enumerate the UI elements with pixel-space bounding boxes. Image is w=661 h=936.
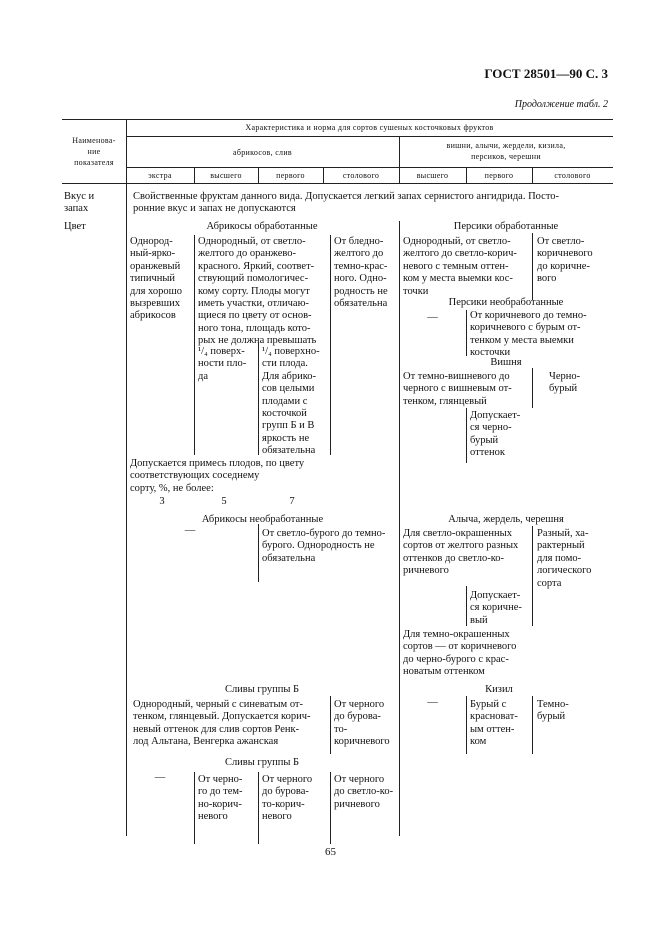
body-divider-b [258, 343, 259, 455]
body-divider-a [194, 235, 195, 455]
apricots-processed-table: От бледно- желтого до темно-крас- ного. Одно- родность не обязательна [334, 236, 388, 310]
cornel-table: Темно- бурый [537, 699, 569, 723]
peaches-unprocessed-title: Персики необработанные [448, 297, 564, 308]
apricots-unprocessed-title: Абрикосы необработанные [201, 514, 324, 525]
apricots-processed-first-quarter: ¹/₄ поверхно- сти плода. Для абрико- сов целыми плодами с косточкой групп Б и В яркость не обязательна [262, 346, 320, 457]
header-top-rule [62, 119, 613, 120]
apricots-processed-title: Абрикосы обработанные [206, 221, 318, 232]
header-group-other: вишни, алычи, жердели, кизила, персиков, черешни [446, 141, 566, 161]
grade-extra: экстра [148, 171, 172, 180]
cherry-first: Допускает- ся черно- бурый оттенок [470, 410, 521, 459]
apricots-processed-high-quarter: ¹/₄ поверх- ности пло- да [198, 346, 247, 382]
admix-value-high: 5 [221, 496, 227, 507]
grade-first-1: первого [276, 171, 305, 180]
taste-description: Свойственные фруктам данного вида. Допускается легкий запах сернистого ангидрида. Посто- ронние вкус и запах не допускаются [133, 191, 560, 215]
body-divider-l [466, 408, 467, 463]
plums-b-unprocessed-table: От черного до светло-ко- ричневого [334, 774, 394, 810]
plum-group-dark: Для темно-окрашенных сортов — от коричневого до черно-бурого с крас- новатым оттенком [403, 629, 517, 678]
header-main-title: Характеристика и норма для сортов сушеных косточковых фруктов [245, 123, 494, 132]
body-divider-g [258, 772, 259, 844]
table-continuation-label: Продолжение табл. 2 [514, 99, 608, 110]
plums-b-unprocessed-extra: — [154, 772, 166, 783]
body-divider-h [330, 772, 331, 844]
apricots-processed-extra: Однород- ный-ярко- оранжевый типичный для хорошо вызревших абрикосов [130, 236, 182, 322]
peaches-processed-title: Персики обработанные [453, 221, 559, 232]
body-divider-m [532, 526, 533, 626]
body-divider-c [330, 235, 331, 455]
cherry-table: Черно- бурый [549, 371, 581, 395]
plums-b-processed-table: От черного до бурова- то- коричневого [334, 699, 390, 748]
body-divider-n [466, 586, 467, 626]
cornel-first: Бурый с красноват- ым оттен- ком [470, 699, 518, 748]
apricots-processed-high: Однородный, от светло- желтого до оранжево- красного. Яркий, соответ- ствующий помологичес- кому сорту. Плоды могут иметь участки, отличаю- щиеся по цвету от основ- ного тона, площадь кото- рых не должна превышать [198, 236, 317, 347]
apricots-unprocessed-text: От светло-бурого до темно- бурого. Однородность не обязательна [262, 528, 386, 564]
row-label-color: Цвет [64, 221, 86, 232]
plums-b-unprocessed-first: От черного до бурова- то-корич- невого [262, 774, 313, 823]
header-group-apricots-plums: абрикосов, слив [232, 148, 292, 157]
body-divider-f [194, 772, 195, 844]
grade-high-2: высшего [416, 171, 449, 180]
peaches-processed-table: От светло- коричневого до коричне- вого [537, 236, 593, 285]
header-name-col: Наименова- ние показателя [72, 136, 116, 167]
plums-b-processed-title: Сливы группы Б [224, 684, 300, 695]
header-bottom-rule [62, 183, 613, 184]
body-divider-o [466, 696, 467, 754]
peaches-unprocessed-high: — [427, 312, 438, 323]
peaches-processed-high: Однородный, от светло- желтого до светло-корич- невого с темным оттен- ком у места выемки кос- точки [403, 236, 517, 297]
apricots-unprocessed-dash: — [184, 525, 196, 536]
body-divider-p [532, 696, 533, 754]
standard-code: ГОСТ 28501—90 С. 3 [484, 66, 608, 81]
apricots-admixture-note: Допускается примесь плодов, по цвету соответствующих соседнему сорту, %, не более: [130, 458, 305, 494]
plums-b-unprocessed-title: Сливы группы Б [224, 757, 300, 768]
cornel-high: — [427, 697, 438, 708]
body-divider-d [258, 524, 259, 582]
cherry-high: От темно-вишневого до черного с вишневым от- тенком, глянцевый [403, 371, 512, 407]
peaches-unprocessed-first: От коричневого до темно- коричневого с бурым от- тенком у места выемки косточки [470, 310, 587, 359]
grade-table-2: столового [554, 171, 591, 180]
header-rule-groups [126, 167, 613, 168]
plum-group-title: Алыча, жердель, черешня [448, 514, 564, 525]
admix-value-first: 7 [289, 496, 295, 507]
plum-group-high: Для светло-окрашенных сортов от желтого разных оттенков до светло-ко- ричневого [403, 528, 519, 577]
body-divider-e [330, 696, 331, 754]
admix-value-extra: 3 [159, 496, 165, 507]
grade-first-2: первого [484, 171, 514, 180]
page-number: 65 [325, 846, 336, 858]
grade-high-1: высшего [210, 171, 242, 180]
body-divider-j [466, 310, 467, 356]
cherry-title: Вишня [490, 357, 522, 368]
plum-group-table: Разный, ха- рактерный для помо- логического сорта [537, 528, 592, 589]
header-rule-main [126, 136, 613, 137]
plums-b-processed-text: Однородный, черный с синеватым от- тенком, глянцевый. Допускается корич- невый оттенок для слив сортов Ренк- лод Альтана, Венгерка ажанская [133, 699, 311, 748]
plum-group-first: Допускает- ся коричне- вый [470, 590, 522, 626]
body-divider-k [532, 368, 533, 408]
row-label-taste: Вкус и запах [64, 191, 95, 215]
cornel-title: Кизил [485, 684, 513, 695]
body-divider-name [126, 183, 127, 836]
plums-b-unprocessed-high: От черно- го до тем- но-корич- невого [198, 774, 243, 823]
grade-table-1: столового [342, 171, 380, 180]
body-divider-i [532, 233, 533, 300]
